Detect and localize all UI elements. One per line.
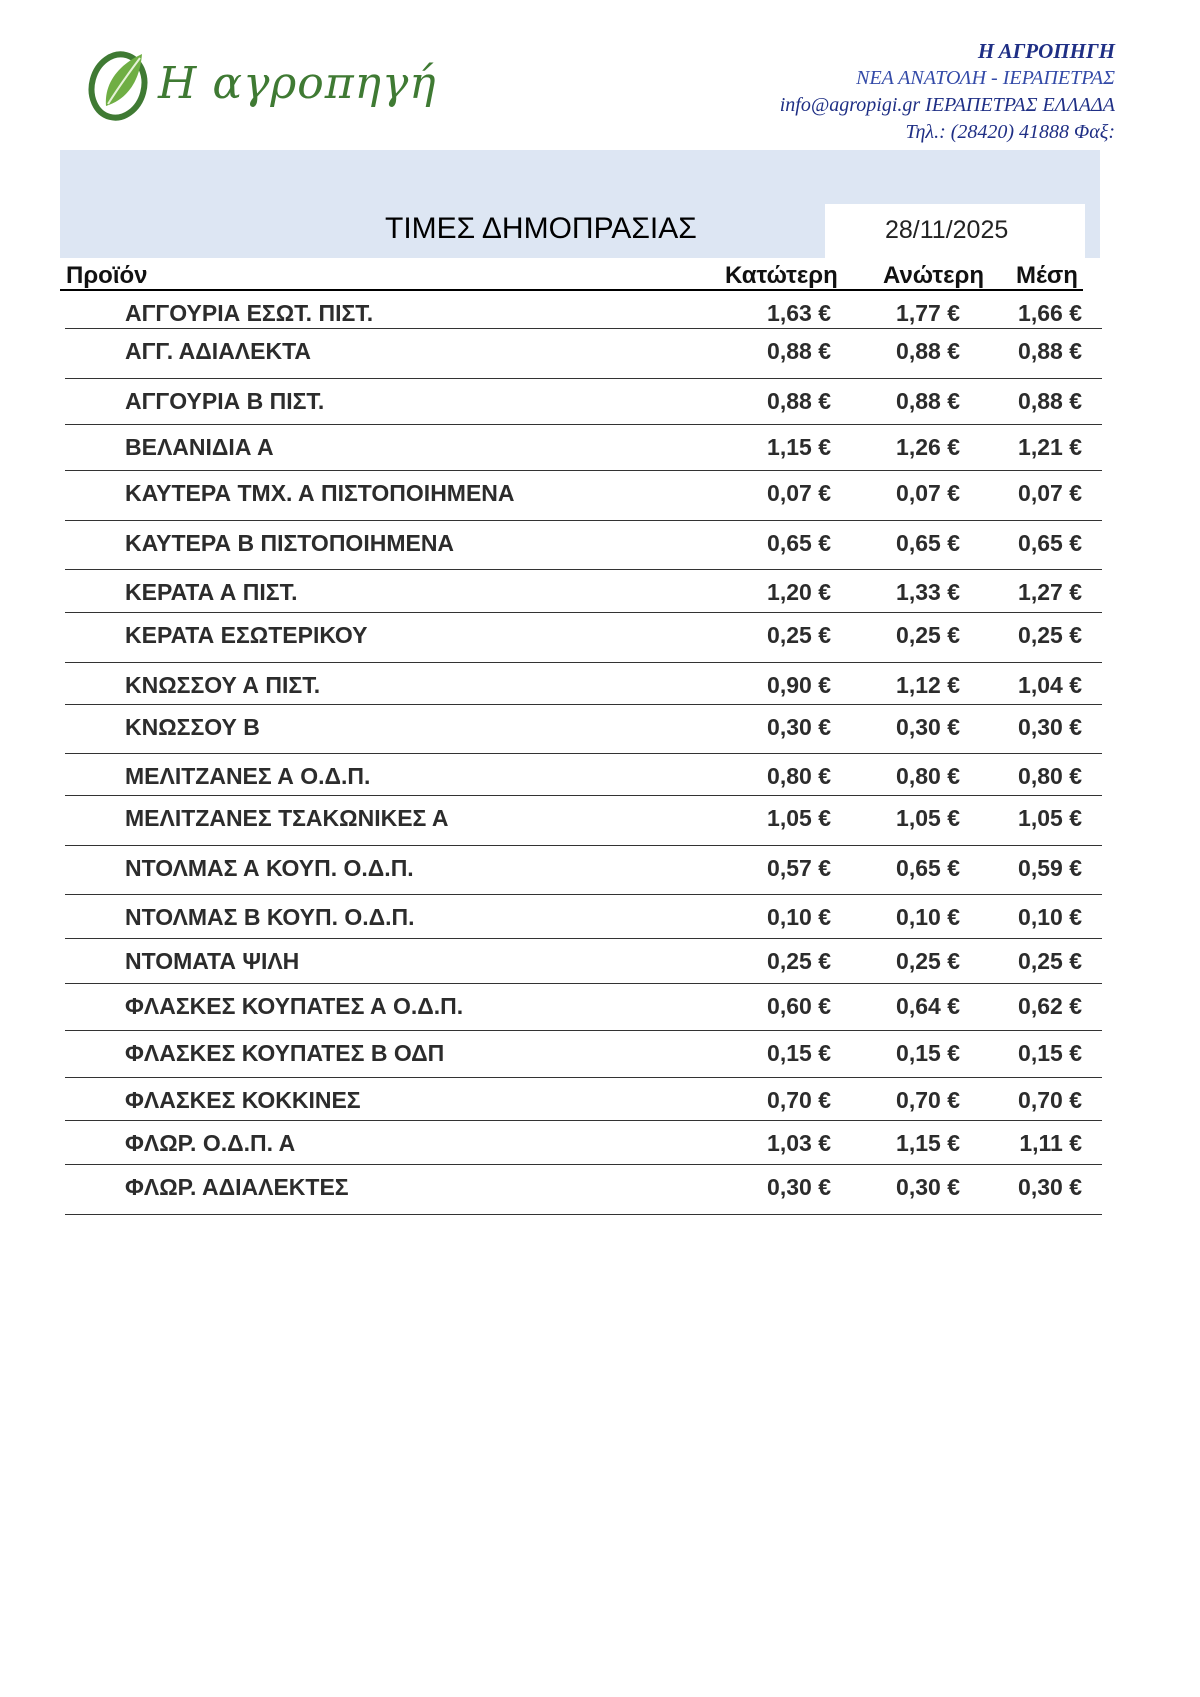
price-avg: 0,59 € [1018, 855, 1082, 881]
product-name: ΦΛΑΣΚΕΣ ΚΟΥΠΑΤΕΣ Α Ο.Δ.Π. [125, 993, 464, 1019]
price-high: 0,80 € [896, 763, 960, 789]
price-avg: 0,30 € [1018, 1174, 1082, 1200]
price-avg: 0,62 € [1018, 993, 1082, 1019]
price-avg: 1,21 € [1018, 434, 1082, 460]
price-high: 1,12 € [896, 672, 960, 698]
price-high: 1,77 € [896, 300, 960, 326]
table-row [65, 613, 1102, 663]
price-low: 0,25 € [767, 948, 831, 974]
price-high: 0,10 € [896, 904, 960, 930]
price-high: 0,65 € [896, 530, 960, 556]
product-name: ΑΓΓ. ΑΔΙΑΛΕΚΤΑ [125, 338, 312, 364]
price-avg: 1,04 € [1018, 672, 1082, 698]
price-low: 0,10 € [767, 904, 831, 930]
company-phone: Τηλ.: (28420) 41888 Φαξ: [905, 121, 1115, 143]
price-high: 0,88 € [896, 388, 960, 414]
product-name: ΚΕΡΑΤΑ ΕΣΩΤΕΡΙΚΟΥ [125, 622, 368, 648]
price-avg: 0,88 € [1018, 338, 1082, 364]
product-name: ΑΓΓΟΥΡΙΑ ΕΣΩΤ. ΠΙΣΤ. [125, 300, 374, 326]
column-header-low: Κατώτερη [725, 262, 838, 289]
price-avg: 1,05 € [1018, 805, 1082, 831]
table-row [65, 379, 1102, 425]
auction-date: 28/11/2025 [885, 216, 1009, 244]
product-name: ΝΤΟΜΑΤΑ ΨΙΛΗ [125, 948, 300, 974]
leaf-circle-icon [86, 44, 156, 124]
product-name: ΦΛΩΡ. Ο.Δ.Π. Α [125, 1130, 296, 1156]
product-name: ΜΕΛΙΤΖΑΝΕΣ ΤΣΑΚΩΝΙΚΕΣ Α [125, 805, 449, 831]
table-row [65, 1078, 1102, 1121]
table-row [65, 895, 1102, 939]
date-box [825, 204, 1085, 258]
price-low: 1,03 € [767, 1130, 831, 1156]
table-row [65, 939, 1102, 984]
price-high: 0,88 € [896, 338, 960, 364]
product-name: ΦΛΑΣΚΕΣ ΚΟΚΚΙΝΕΣ [125, 1087, 361, 1113]
price-high: 0,65 € [896, 855, 960, 881]
table-row [65, 846, 1102, 895]
table-row [65, 425, 1102, 471]
product-name: ΚΑΥΤΕΡΑ Β ΠΙΣΤΟΠΟΙΗΜΕΝΑ [125, 530, 455, 556]
product-name: ΜΕΛΙΤΖΑΝΕΣ Α Ο.Δ.Π. [125, 763, 371, 789]
price-low: 1,20 € [767, 579, 831, 605]
table-row [65, 291, 1102, 329]
logo-text: Η αγροπηγή [158, 58, 437, 109]
price-high: 0,64 € [896, 993, 960, 1019]
price-avg: 0,15 € [1018, 1040, 1082, 1066]
price-low: 0,90 € [767, 672, 831, 698]
price-avg: 1,66 € [1018, 300, 1082, 326]
price-avg: 0,70 € [1018, 1087, 1082, 1113]
column-header-product: Προϊόν [66, 262, 148, 289]
product-name: ΚΑΥΤΕΡΑ ΤΜΧ. Α ΠΙΣΤΟΠΟΙΗΜΕΝΑ [125, 480, 515, 506]
table-row [65, 1121, 1102, 1165]
product-name: ΦΛΑΣΚΕΣ ΚΟΥΠΑΤΕΣ Β ΟΔΠ [125, 1040, 445, 1066]
price-low: 0,88 € [767, 338, 831, 364]
company-logo [86, 44, 437, 136]
price-low: 0,70 € [767, 1087, 831, 1113]
price-high: 1,15 € [896, 1130, 960, 1156]
product-name: ΝΤΟΛΜΑΣ Β ΚΟΥΠ. Ο.Δ.Π. [125, 904, 415, 930]
price-low: 0,60 € [767, 993, 831, 1019]
price-avg: 0,07 € [1018, 480, 1082, 506]
price-avg: 0,30 € [1018, 714, 1082, 740]
table-row [65, 521, 1102, 570]
price-high: 1,33 € [896, 579, 960, 605]
table-row [65, 1031, 1102, 1078]
price-avg: 0,25 € [1018, 948, 1082, 974]
company-name: Η ΑΓΡΟΠΗΓΗ [977, 39, 1115, 63]
table-row [65, 984, 1102, 1031]
product-name: ΝΤΟΛΜΑΣ Α ΚΟΥΠ. Ο.Δ.Π. [125, 855, 414, 881]
price-low: 0,30 € [767, 714, 831, 740]
price-low: 0,80 € [767, 763, 831, 789]
price-avg: 1,27 € [1018, 579, 1082, 605]
price-avg: 1,11 € [1019, 1130, 1082, 1156]
table-row [65, 754, 1102, 796]
product-name: ΚΝΩΣΣΟΥ Β [125, 714, 260, 740]
product-name: ΑΓΓΟΥΡΙΑ Β ΠΙΣΤ. [125, 388, 325, 414]
price-high: 0,70 € [896, 1087, 960, 1113]
company-info [780, 38, 1115, 146]
product-name: ΒΕΛΑΝΙΔΙΑ Α [125, 434, 274, 460]
price-low: 0,30 € [767, 1174, 831, 1200]
price-low: 1,63 € [767, 300, 831, 326]
price-avg: 0,25 € [1018, 622, 1082, 648]
price-high: 1,26 € [896, 434, 960, 460]
company-address: ΝΕΑ ΑΝΑΤΟΛΗ - ΙΕΡΑΠΕΤΡΑΣ [856, 67, 1115, 89]
column-header-high: Ανώτερη [883, 262, 985, 289]
price-low: 0,15 € [767, 1040, 831, 1066]
price-low: 0,88 € [767, 388, 831, 414]
table-row [65, 329, 1102, 379]
table-row [65, 796, 1102, 846]
company-contact: info@agropigi.gr ΙΕΡΑΠΕΤΡΑΣ ΕΛΛΑΔΑ [779, 94, 1115, 116]
price-high: 1,05 € [896, 805, 960, 831]
page-title: ΤΙΜΕΣ ΔΗΜΟΠΡΑΣΙΑΣ [385, 212, 697, 245]
price-high: 0,15 € [896, 1040, 960, 1066]
price-high: 0,07 € [896, 480, 960, 506]
price-table [0, 291, 1200, 1215]
table-row [65, 570, 1102, 613]
price-high: 0,30 € [896, 1174, 960, 1200]
price-low: 0,25 € [767, 622, 831, 648]
column-header-avg: Μέση [1016, 262, 1078, 289]
price-high: 0,30 € [896, 714, 960, 740]
price-avg: 0,10 € [1018, 904, 1082, 930]
price-high: 0,25 € [896, 622, 960, 648]
table-row [65, 1165, 1102, 1215]
price-low: 1,05 € [767, 805, 831, 831]
price-low: 0,57 € [767, 855, 831, 881]
price-low: 1,15 € [767, 434, 831, 460]
price-low: 0,07 € [767, 480, 831, 506]
price-avg: 0,80 € [1018, 763, 1082, 789]
price-avg: 0,65 € [1018, 530, 1082, 556]
product-name: ΚΕΡΑΤΑ Α ΠΙΣΤ. [125, 579, 298, 605]
product-name: ΦΛΩΡ. ΑΔΙΑΛΕΚΤΕΣ [125, 1174, 349, 1200]
product-name: ΚΝΩΣΣΟΥ Α ΠΙΣΤ. [125, 672, 321, 698]
price-avg: 0,88 € [1018, 388, 1082, 414]
table-row [65, 471, 1102, 521]
table-row [65, 705, 1102, 754]
table-row [65, 663, 1102, 705]
price-low: 0,65 € [767, 530, 831, 556]
price-high: 0,25 € [896, 948, 960, 974]
